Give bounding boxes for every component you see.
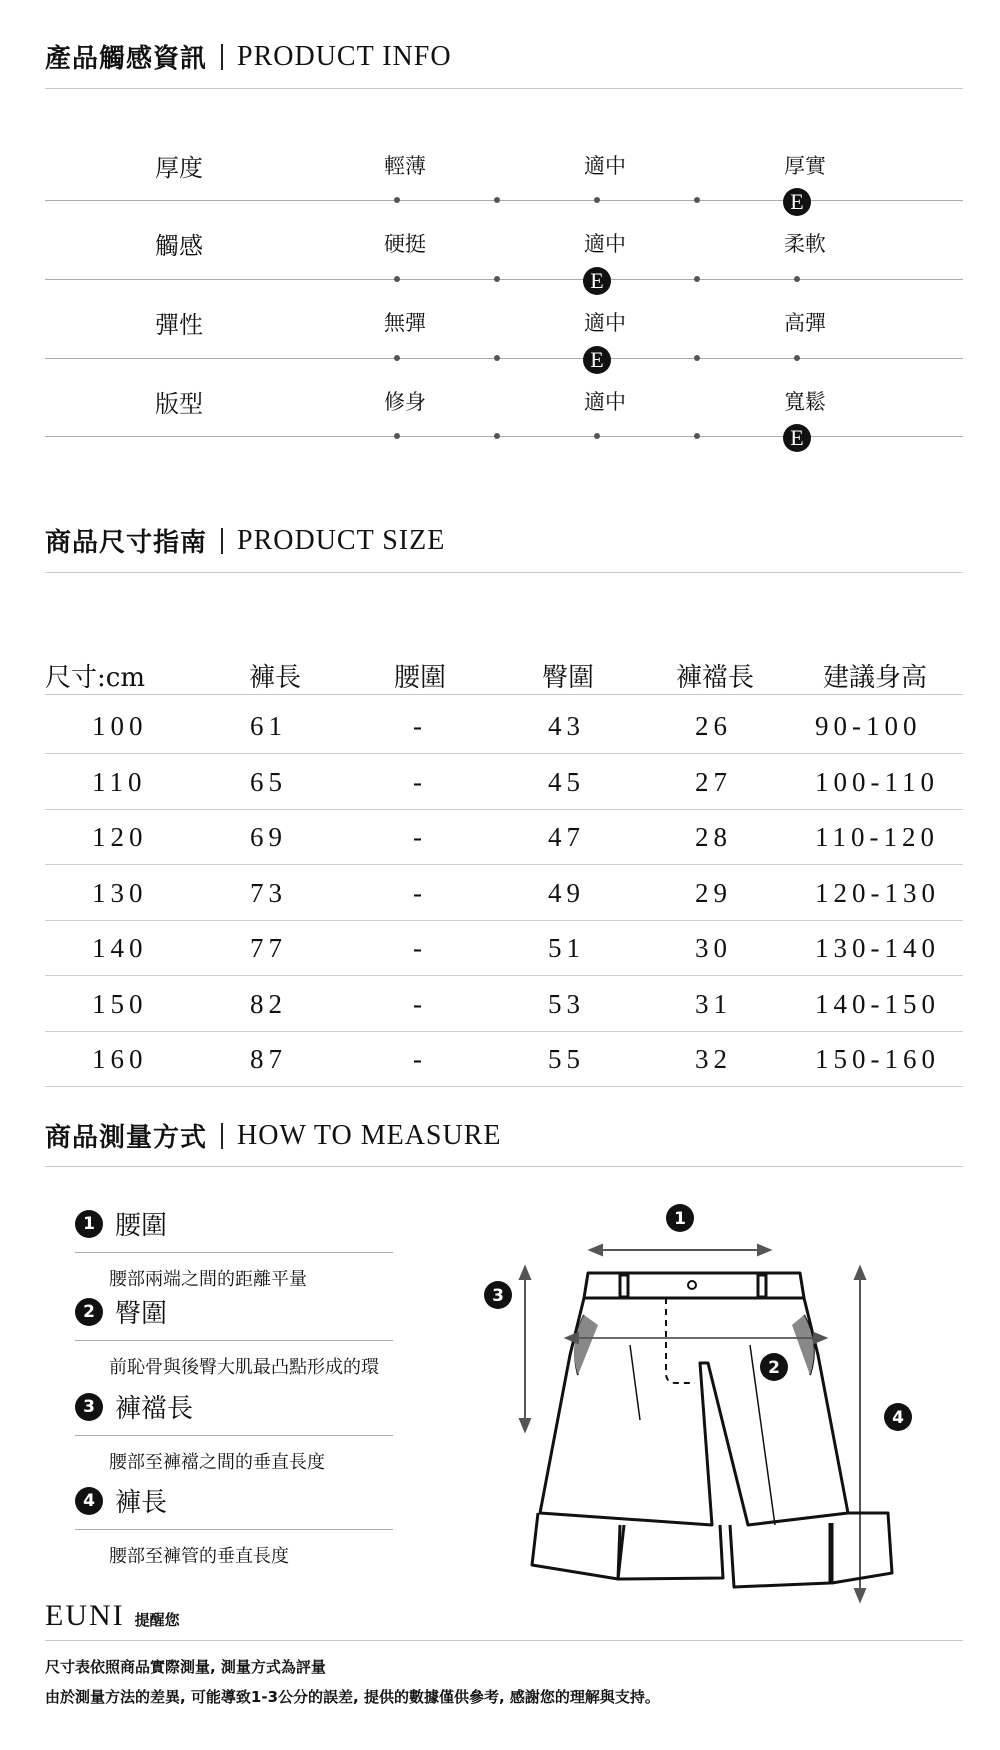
measure-item — [75, 1388, 393, 1474]
table-row — [45, 918, 963, 976]
selected-marker-icon: E — [583, 267, 611, 295]
selected-marker-icon: E — [783, 188, 811, 216]
measure-item — [75, 1482, 393, 1568]
table-cell: 53 — [548, 988, 585, 1019]
table-row — [45, 1029, 963, 1087]
table-cell: 90-100 — [815, 711, 922, 741]
shorts-details — [575, 1281, 814, 1525]
table-cell: 69 — [250, 822, 287, 852]
measure-divider — [75, 1340, 393, 1341]
table-cell: - — [413, 1044, 427, 1074]
table-row — [45, 807, 963, 865]
title-zh: 商品測量方式 — [45, 1123, 208, 1153]
table-cell: 120 — [92, 822, 148, 852]
note-line-1: 尺寸表依照商品實際測量, 測量方式為評量 — [45, 1658, 326, 1676]
marker-1-label: 1 — [674, 1209, 686, 1229]
waist-arrow — [590, 1245, 770, 1255]
table-cell: 26 — [695, 711, 732, 741]
attr-option: 修身 — [384, 390, 426, 414]
table-cell: 29 — [695, 877, 732, 908]
table-row — [45, 974, 963, 1032]
attr-option: 寬鬆 — [784, 390, 826, 414]
scale-dot — [594, 433, 600, 439]
section-rule — [45, 88, 963, 89]
table-cell: 31 — [695, 988, 732, 1019]
rise-arrow — [520, 1267, 530, 1431]
attr-option: 無彈 — [384, 311, 426, 335]
attr-option: 輕薄 — [384, 154, 426, 178]
note-line-2: 由於測量方法的差異, 可能導致1-3公分的誤差, 提供的數據僅供參考, 感謝您的理解與支持。 — [45, 1688, 660, 1706]
attr-option: 適中 — [584, 311, 626, 335]
number-badge-icon: 3 — [75, 1393, 103, 1421]
table-cell: 82 — [250, 988, 287, 1019]
brand-tagline: 提醒您 — [134, 1611, 180, 1629]
table-cell: 61 — [250, 711, 287, 741]
table-cell: - — [413, 877, 427, 908]
scale-dot — [694, 197, 700, 203]
measure-item — [75, 1205, 393, 1291]
measure-head — [75, 1293, 393, 1330]
scale-dot — [594, 197, 600, 203]
notes-rule — [45, 1640, 963, 1641]
scale-line — [45, 200, 963, 201]
header-height: 建議身高 — [822, 663, 927, 693]
title-zh: 產品觸感資訊 — [45, 44, 208, 74]
table-cell: 160 — [92, 1044, 148, 1074]
measure-head — [75, 1205, 393, 1242]
title-en: PRODUCT INFO — [237, 40, 452, 72]
attr-option: 適中 — [584, 154, 626, 178]
shorts-diagram-icon — [480, 1195, 980, 1615]
table-cell: - — [413, 988, 427, 1019]
scale-dot — [494, 276, 500, 282]
title-en: HOW TO MEASURE — [237, 1119, 502, 1151]
table-cell: 110 — [92, 766, 147, 797]
table-cell: 150-160 — [815, 1044, 940, 1074]
title-divider — [221, 1123, 223, 1149]
selected-marker-icon: E — [783, 424, 811, 452]
table-cell: 120-130 — [815, 877, 940, 908]
measure-item — [75, 1293, 393, 1379]
section-title-product-size — [45, 522, 445, 559]
attr-label: 版型 — [155, 390, 203, 418]
table-cell: 32 — [695, 1044, 732, 1074]
title-divider — [221, 44, 223, 70]
marker-4-label: 4 — [892, 1408, 904, 1428]
header-waist: 腰圍 — [393, 663, 446, 693]
attr-label: 厚度 — [155, 154, 203, 182]
header-hip: 臀圍 — [541, 663, 594, 693]
measure-desc: 腰部至褲管的垂直長度 — [109, 1546, 289, 1567]
number-badge-icon: 4 — [75, 1487, 103, 1515]
table-cell: 27 — [695, 766, 732, 797]
attr-label: 彈性 — [155, 311, 203, 339]
attr-option: 硬挺 — [384, 232, 426, 256]
section-rule — [45, 572, 963, 573]
attr-option: 柔軟 — [784, 232, 826, 256]
measure-name: 腰圍 — [115, 1211, 168, 1241]
table-cell: - — [413, 933, 427, 963]
table-cell: 130 — [92, 877, 148, 908]
scale-dot — [394, 197, 400, 203]
number-badge-icon: 2 — [75, 1298, 103, 1326]
measure-divider — [75, 1435, 393, 1436]
table-cell: 100-110 — [815, 766, 939, 797]
measure-desc: 腰部至褲襠之間的垂直長度 — [109, 1452, 325, 1473]
table-cell: 49 — [548, 877, 585, 908]
scale-dot — [394, 433, 400, 439]
scale-dot — [694, 276, 700, 282]
table-cell: 28 — [695, 822, 732, 852]
section-title-product-info — [45, 38, 452, 75]
table-cell: 77 — [250, 933, 287, 963]
table-cell: 130-140 — [815, 933, 940, 963]
scale-dot — [494, 355, 500, 361]
scale-dot — [494, 197, 500, 203]
marker-2-label: 2 — [768, 1358, 780, 1378]
attr-option: 高彈 — [784, 311, 826, 335]
table-cell: 73 — [250, 877, 287, 908]
attr-option: 適中 — [584, 390, 626, 414]
table-cell: 100 — [92, 711, 148, 741]
table-cell: 65 — [250, 766, 287, 797]
scale-dot — [794, 276, 800, 282]
table-cell: - — [413, 711, 427, 741]
title-en: PRODUCT SIZE — [237, 524, 446, 556]
attr-option: 適中 — [584, 232, 626, 256]
scale-dot — [794, 355, 800, 361]
header-pants-length: 褲長 — [248, 663, 301, 693]
section-title-how-to-measure — [45, 1117, 501, 1154]
scale-line — [45, 436, 963, 437]
table-cell: 55 — [548, 1044, 585, 1074]
brand-logo: EUNI — [45, 1599, 125, 1632]
table-cell: 87 — [250, 1044, 287, 1074]
scale-dot — [394, 355, 400, 361]
header-size: 尺寸:cm — [45, 663, 145, 693]
scale-dot — [494, 433, 500, 439]
measure-head — [75, 1482, 393, 1519]
table-cell: 110-120 — [815, 822, 939, 852]
table-cell: - — [413, 766, 427, 797]
length-arrow — [855, 1267, 865, 1601]
table-cell: 47 — [548, 822, 585, 852]
table-row — [45, 696, 963, 754]
measure-name: 臀圍 — [115, 1299, 168, 1329]
table-cell: 140-150 — [815, 988, 940, 1019]
header-rise: 褲襠長 — [675, 663, 754, 693]
table-row — [45, 863, 963, 921]
table-cell: 51 — [548, 933, 585, 963]
attr-label: 觸感 — [155, 232, 203, 260]
table-cell: 140 — [92, 933, 148, 963]
title-divider — [221, 528, 223, 554]
table-cell: 30 — [695, 933, 732, 963]
attr-option: 厚實 — [784, 154, 826, 178]
table-cell: 150 — [92, 988, 148, 1019]
title-zh: 商品尺寸指南 — [45, 528, 208, 558]
scale-dot — [694, 355, 700, 361]
measure-desc: 腰部兩端之間的距離平量 — [109, 1269, 307, 1290]
section-rule — [45, 1166, 963, 1167]
measure-desc: 前恥骨與後臀大肌最凸點形成的環 — [109, 1357, 379, 1378]
table-row — [45, 752, 963, 810]
number-badge-icon: 1 — [75, 1210, 103, 1238]
hip-arrow — [566, 1333, 826, 1343]
scale-line — [45, 279, 963, 280]
measure-head — [75, 1388, 393, 1425]
table-header-rule — [45, 694, 963, 695]
scale-line — [45, 358, 963, 359]
table-cell: 45 — [548, 766, 585, 797]
scale-dot — [694, 433, 700, 439]
marker-3-label: 3 — [492, 1286, 504, 1306]
brand-row — [45, 1599, 180, 1632]
measure-divider — [75, 1252, 393, 1253]
measure-name: 褲長 — [115, 1488, 168, 1518]
selected-marker-icon: E — [583, 346, 611, 374]
table-cell: 43 — [548, 711, 585, 741]
table-cell: - — [413, 822, 427, 852]
measure-divider — [75, 1529, 393, 1530]
measure-name: 褲襠長 — [115, 1394, 194, 1424]
scale-dot — [394, 276, 400, 282]
